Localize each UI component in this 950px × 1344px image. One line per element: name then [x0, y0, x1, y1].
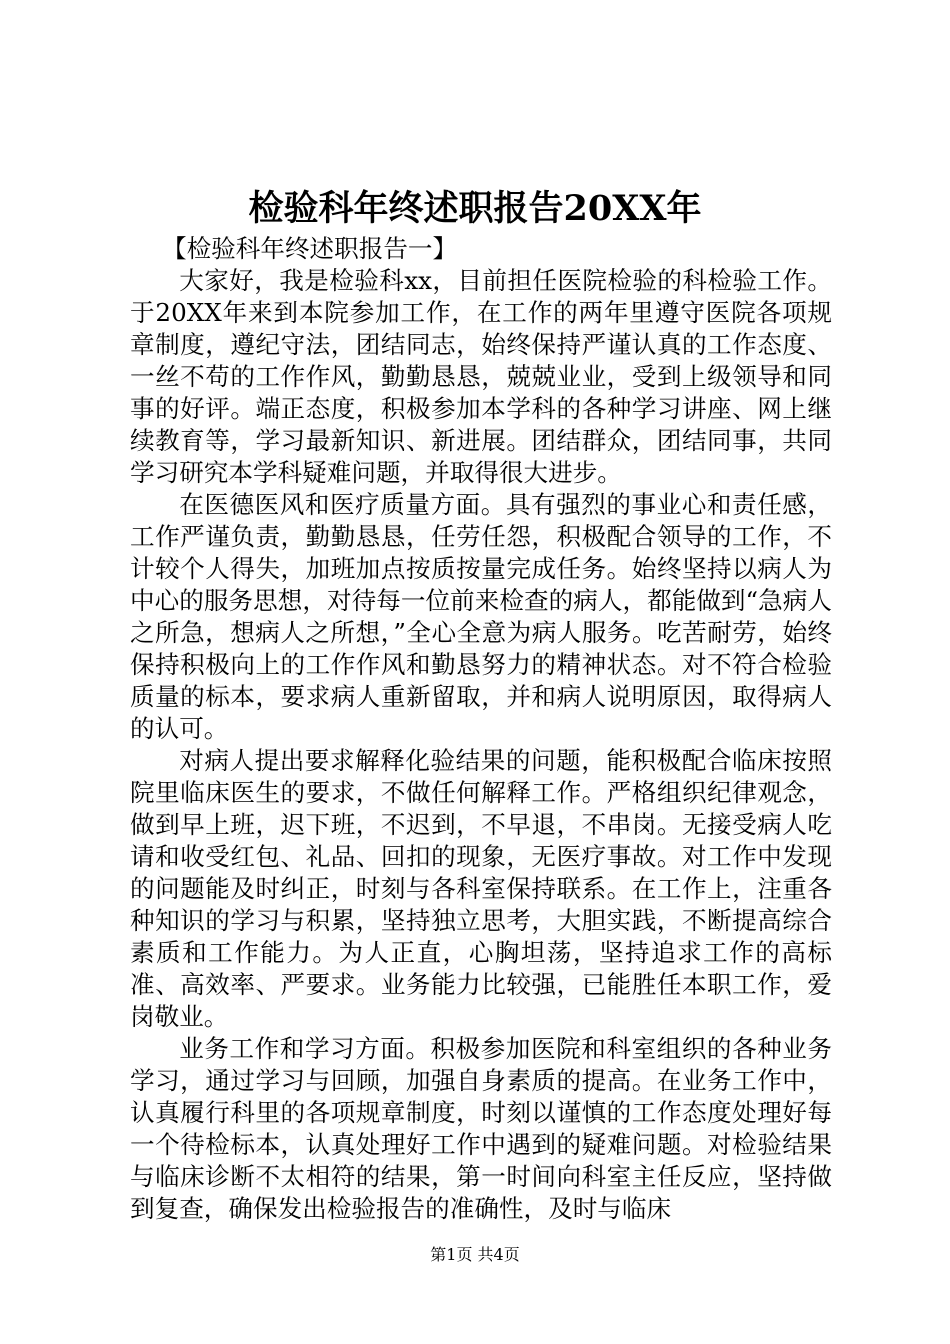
paragraph: 对病人提出要求解释化验结果的问题，能积极配合临床按照院里临床医生的要求，不做任何解释工作。严格组织纪律观念，做到早上班，迟下班，不迟到，不早退，不串岗。无接受病人吃请和收受红包、礼品、回扣的现象，无医疗事故。对工作中发现的问题能及时纠正，时刻与各科室保持联系。在工作上，注重各种知识的学习与积累，坚持独立思考，大胆实践，不断提高综合素质和工作能力。为人正直，心胸坦荡，坚持追求工作的高标准、高效率、严要求。业务能力比较强，已能胜任本职工作，爱岗敬业。: [130, 746, 832, 1031]
paragraph: 在医德医风和医疗质量方面。具有强烈的事业心和责任感，工作严谨负责，勤勤恳恳，任劳任怨，积极配合领导的工作，不计较个人得失，加班加点按质按量完成任务。始终坚持以病人为中心的服务思想，对待每一位前来检查的病人，都能做到“急病人之所急，想病人之所想，”全心全意为病人服务。吃苦耐劳，始终保持积极向上的工作作风和勤恳努力的精神状态。对不符合检验质量的标本，要求病人重新留取，并和病人说明原因，取得病人的认可。: [130, 490, 832, 743]
paragraph: 大家好，我是检验科xx，目前担任医院检验的科检验工作。于20XX年来到本院参加工作，在工作的两年里遵守医院各项规章制度，遵纪守法，团结同志，始终保持严谨认真的工作态度、一丝不苟的工作作风，勤勤恳恳，兢兢业业，受到上级领导和同事的好评。端正态度，积极参加本学科的各种学习讲座、网上继续教育等，学习最新知识、新进展。团结群众，团结同事，共同学习研究本学科疑难问题，并取得很大进步。: [130, 266, 832, 487]
section-heading: 【检验科年终述职报告一】: [161, 234, 458, 263]
document-body: [130, 233, 832, 1225]
page-footer: 第1页 共4页: [430, 1245, 520, 1264]
document-title: 检验科年终述职报告20XX年: [248, 188, 702, 229]
paragraph: 业务工作和学习方面。积极参加医院和科室组织的各种业务学习，通过学习与回顾，加强自身素质的提高。在业务工作中，认真履行科里的各项规章制度，时刻以谨慎的工作态度处理好每一个待检标本，认真处理好工作中遇到的疑难问题。对检验结果与临床诊断不太相符的结果，第一时间向科室主任反应，坚持做到复查，确保发出检验报告的准确性，及时与临床: [130, 1034, 832, 1223]
